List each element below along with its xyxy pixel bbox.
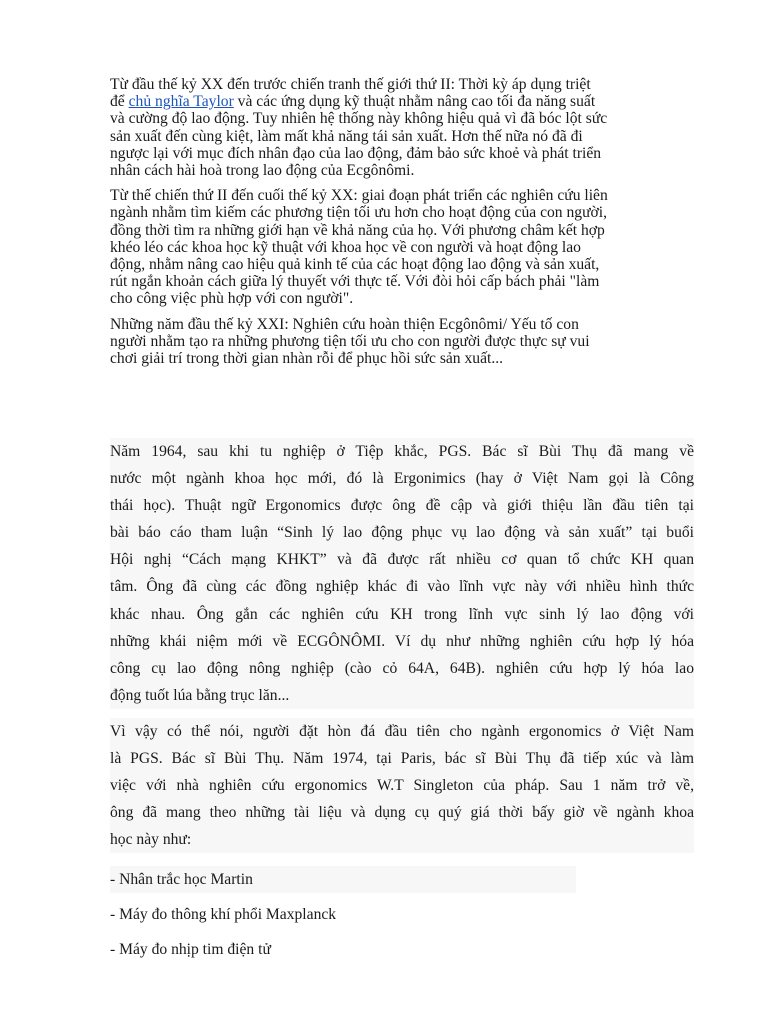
text-line: rút ngắn khoản cách giữa lý thuyết với thực tế. Với đòi hỏi cấp bách phải "làm <box>110 273 600 291</box>
text-line: công cụ lao động nông nghiệp (cào cỏ 64A, 64B). nghiên cứu hợp lý hóa lao <box>110 659 694 677</box>
taylorism-link[interactable]: chủ nghĩa Taylor <box>128 93 234 111</box>
list-item: - Máy đo nhịp tim điện tử <box>110 941 271 959</box>
list-item: - Máy đo thông khí phổi Maxplanck <box>110 906 337 924</box>
text-line: Từ thế chiến thứ II đến cuối thế kỷ XX: giai đoạn phát triển các nghiên cứu liên <box>110 187 608 205</box>
text-line: động, nhằm nâng cao hiệu quả kinh tế của các hoạt động lao động và sản xuất, <box>110 256 600 274</box>
text-line: là PGS. Bác sĩ Bùi Thụ. Năm 1974, tại Paris, bác sĩ Bùi Thụ đã tiếp xúc và làm <box>110 750 694 768</box>
text-line: khác nhau. Ông gắn các nghiên cứu KH trong lĩnh vực sinh lý lao động với <box>110 605 694 623</box>
text-line: thái học). Thuật ngữ Ergonomics được ông đề cập và giới thiệu lần đầu tiên tại <box>110 497 694 515</box>
text-line: động tuốt lúa bằng trục lăn... <box>110 686 290 704</box>
text-line: sản xuất đến cùng kiệt, làm mất khả năng tái sản xuất. Hơn thế nữa nó đã đi <box>110 127 583 145</box>
text-line: chơi giải trí trong thời gian nhàn rỗi để phục hồi sức sản xuất... <box>110 350 504 368</box>
text-line: nước một ngành khoa học mới, đó là Ergonimics (hay ở Việt Nam gọi là Công <box>110 470 694 488</box>
paragraph-wwii-to-end-20th-century <box>110 187 690 307</box>
text-line: học này như: <box>110 831 192 849</box>
text-line: việc với nhà nghiên cứu ergonomics W.T Singleton của pháp. Sau 1 năm trở về, <box>110 777 694 795</box>
paragraph-early-21st-century <box>110 316 690 368</box>
text-line: Từ đầu thế kỷ XX đến trước chiến tranh thế giới thứ II: Thời kỳ áp dụng triệt <box>110 76 591 93</box>
text-line: cho công việc phù hợp với con người". <box>110 290 354 308</box>
history-section <box>110 76 690 375</box>
vietnam-ergonomics-section <box>110 438 694 963</box>
text-line: Vì vậy có thể nói, người đặt hòn đá đầu tiên cho ngành ergonomics ở Việt Nam <box>110 722 694 740</box>
text-line: tâm. Ông đã cùng các đồng nghiệp khác đi vào lĩnh vực này với nhiều hình thức <box>110 578 694 596</box>
text-line: để <box>110 93 129 111</box>
list-item: - Nhân trắc học Martin <box>110 866 576 893</box>
text-line: nhân cách hài hoà trong lao động của Ecgônômi. <box>110 162 415 180</box>
text-line: ông đã mang theo những tài liệu và dụng cụ quý giá thời bấy giờ về ngành khoa <box>110 804 694 822</box>
text-line: Những năm đầu thế kỷ XXI: Nghiên cứu hoàn thiện Ecgônômi/ Yếu tố con <box>110 315 579 333</box>
text-line: khéo léo các khoa học kỹ thuật với khoa học về con người và hoạt động lao <box>110 238 581 256</box>
text-line: và các ứng dụng kỹ thuật nhằm nâng cao tối đa năng suất <box>233 93 596 111</box>
text-line: đồng thời tìm ra những giới hạn về khả năng của họ. Với phương châm kết hợp <box>110 221 605 239</box>
text-line: những khái niệm mới về ECGÔNÔMI. Ví dụ như những nghiên cứu hợp lý hóa <box>110 632 694 650</box>
paragraph-founder-bui-thu <box>110 718 694 853</box>
text-line: và cường độ lao động. Tuy nhiên hệ thống này không hiệu quả vì đã bóc lột sức <box>110 110 608 128</box>
paragraph-early-20th-century <box>110 76 690 179</box>
text-line: Hội nghị “Cách mạng KHKT” và đã được rất nhiều cơ quan tổ chức KH quan <box>110 551 694 569</box>
text-line: ngược lại với mục đích nhân đạo của lao động, đảm bảo sức khoẻ và phát triển <box>110 144 602 162</box>
text-line: bài báo cáo tham luận “Sinh lý lao động phục vụ lao động và sản xuất” tại buổi <box>110 524 694 542</box>
text-line: ngành nhằm tìm kiếm các phương tiện tối ưu hơn cho hoạt động của con người, <box>110 204 608 222</box>
text-line: người nhằm tạo ra những phương tiện tối ưu cho con người được thực sự vui <box>110 332 590 350</box>
text-line: Năm 1964, sau khi tu nghiệp ở Tiệp khắc, PGS. Bác sĩ Bùi Thụ đã mang về <box>110 443 694 460</box>
paragraph-1964-introduction <box>110 438 694 709</box>
